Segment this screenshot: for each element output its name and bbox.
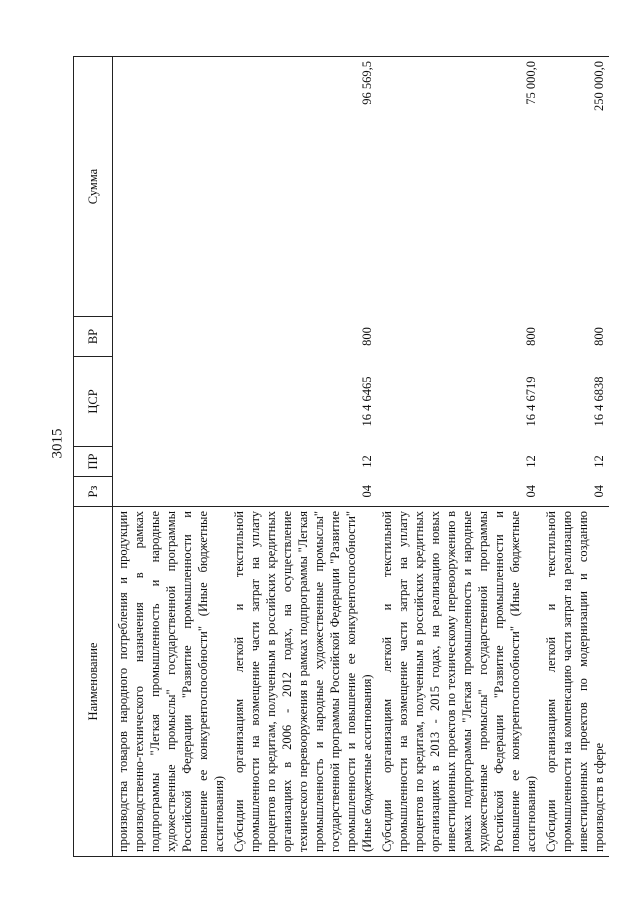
row-rz: 04 xyxy=(524,485,538,498)
row-rz: 04 xyxy=(360,485,374,498)
row-sum: 75 000,0 xyxy=(377,57,541,317)
row-csr: 16 4 6838 xyxy=(592,376,606,427)
column-header-sum: Сумма xyxy=(74,57,113,317)
column-header-rz: Рз xyxy=(74,477,113,507)
row-rz xyxy=(113,477,230,507)
row-csr: 16 4 6719 xyxy=(524,376,538,427)
row-pr xyxy=(113,447,230,477)
row-csr: 16 4 6465 xyxy=(360,376,374,427)
row-pr: 12 xyxy=(524,455,538,468)
row-csr xyxy=(113,357,230,447)
column-header-vr: ВР xyxy=(74,317,113,357)
row-vr: 800 xyxy=(524,327,538,346)
table-header-row xyxy=(74,57,113,857)
column-header-csr: ЦСР xyxy=(74,357,113,447)
budget-table xyxy=(73,56,609,857)
table-row xyxy=(113,57,230,857)
row-vr xyxy=(113,317,230,357)
row-pr: 12 xyxy=(360,455,374,468)
row-sum: 250 000,0 xyxy=(541,57,609,317)
row-name: Субсидии организациям легкой и текстильной промышленности на возмещение части затрат на уплату процентов по кредитам, полученным в российских кредитных организациях в 2006 - 2012 годах, на осуществление технического перевооружения в рамках подпрограммы "Легкая промышленность и народные художественные промыслы" государственной программы Российской Федерации "Развитие промышленности и повышение ее конкурентоспособности" (Иные бюджетные ассигнования) xyxy=(229,507,377,857)
table-row xyxy=(541,57,609,857)
row-rz: 04 xyxy=(592,485,606,498)
row-name: производства товаров народного потребления и продукции производственно-технического назначения в рамках подпрограммы "Легкая промышленность и народные художественные промыслы" государственной программы Российской Федерации "Развитие промышленности и повышение ее конкурентоспособности" (Иные бюджетные ассигнования) xyxy=(113,507,230,857)
row-vr: 800 xyxy=(360,327,374,346)
row-vr: 800 xyxy=(592,327,606,346)
page-number: 3015 xyxy=(49,428,66,459)
column-header-name: Наименование xyxy=(74,507,113,857)
row-name: Субсидии организациям легкой и текстильной промышленности на возмещение части затрат на уплату процентов по кредитам, полученным в российских кредитных организациях в 2013 - 2015 годах, на реализацию новых инвестиционных проектов по техническому перевооружению в рамках подпрограммы "Легкая промышленность и народные художественные промыслы" государственной программы Российской Федерации "Развитие промышленности и повышение ее конкурентоспособности" (Иные бюджетные ассигнования) xyxy=(377,507,541,857)
table-row xyxy=(229,57,377,857)
column-header-pr: ПР xyxy=(74,447,113,477)
row-pr: 12 xyxy=(592,455,606,468)
row-name: Субсидии организациям легкой и текстильной промышленности на компенсацию части затрат на реализацию инвестиционных проектов по модернизации и созданию производств в сфере xyxy=(541,507,609,857)
row-sum: 96 569,5 xyxy=(229,57,377,317)
table-row xyxy=(377,57,541,857)
rotated-page-content xyxy=(73,57,610,857)
row-sum xyxy=(113,57,230,317)
